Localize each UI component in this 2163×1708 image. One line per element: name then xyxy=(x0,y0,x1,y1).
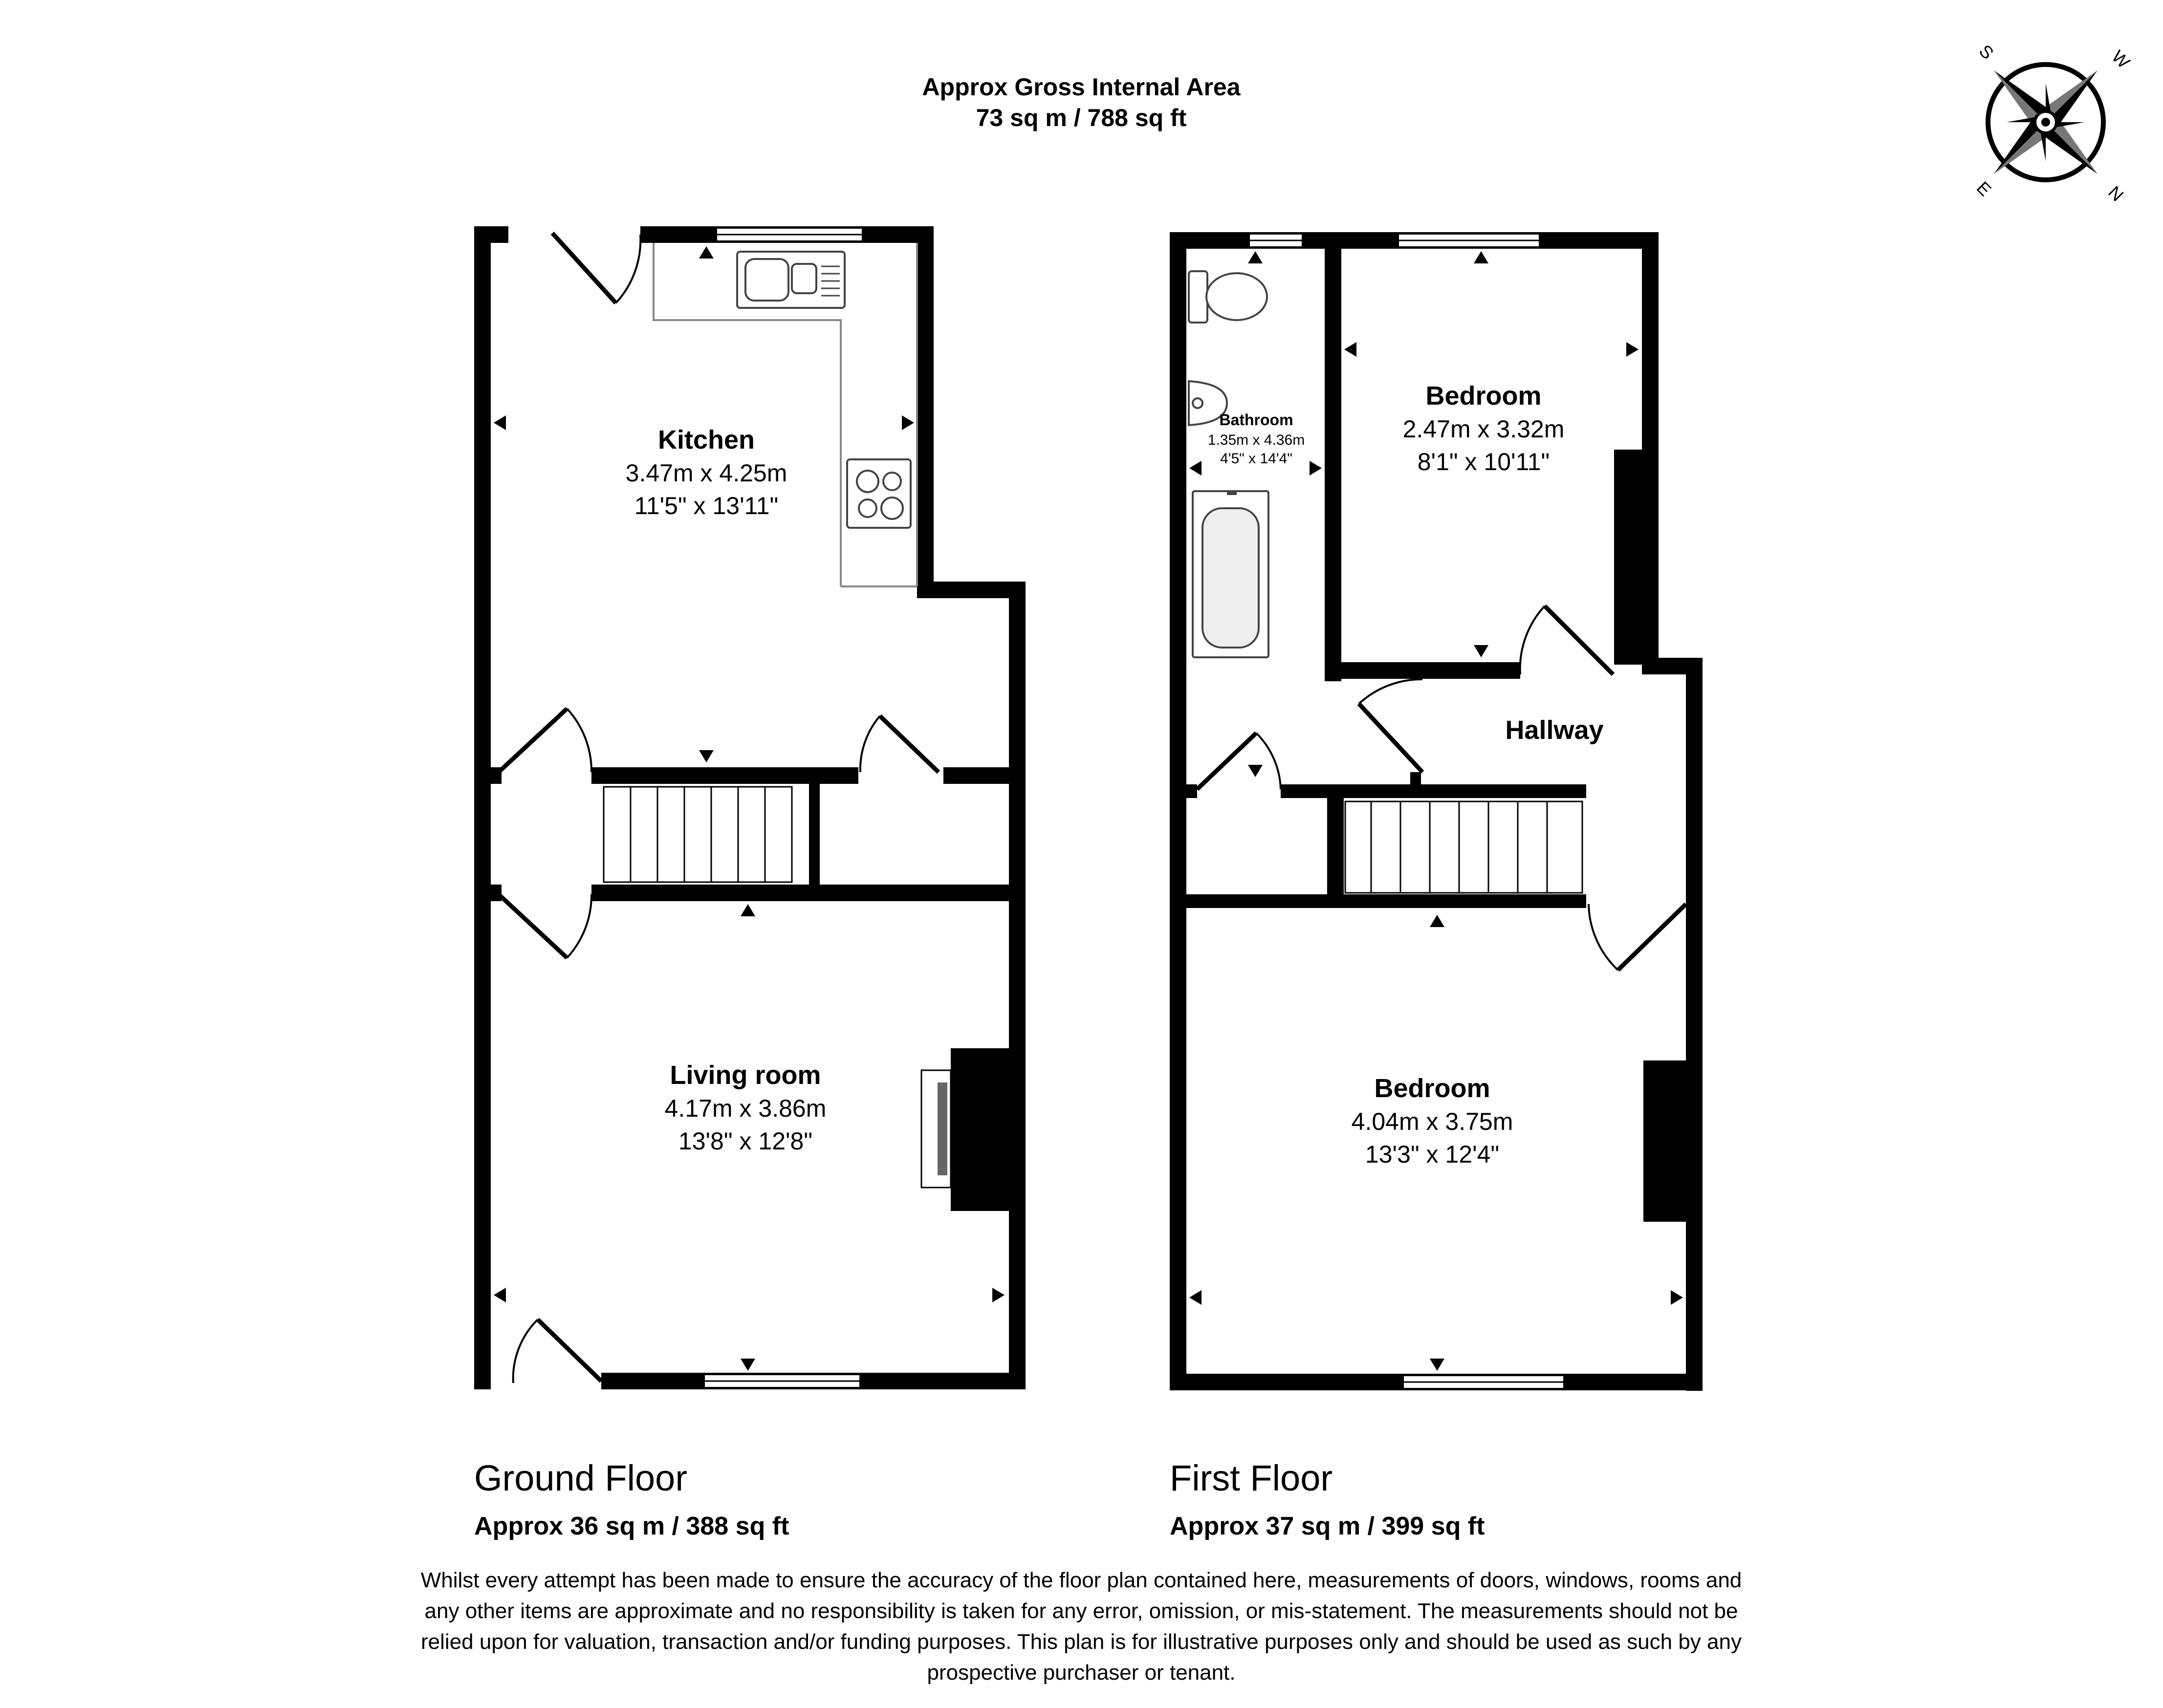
room-label-living-room xyxy=(665,1060,827,1155)
room-size-metric: 3.47m x 4.25m xyxy=(625,459,787,487)
compass-label-n: N xyxy=(2104,182,2128,205)
room-size-metric: 1.35m x 4.36m xyxy=(1207,432,1305,448)
disclaimer-line: any other items are approximate and no responsibility is taken for any error, omission, or mis-statement. The measurements should not be xyxy=(424,1599,1738,1623)
room-label-kitchen xyxy=(626,425,787,519)
room-label-bathroom xyxy=(1208,411,1305,467)
compass-label-s: S xyxy=(1975,41,1998,64)
first-floor-area: Approx 37 sq m / 399 sq ft xyxy=(1170,1512,1485,1540)
header-title: Approx Gross Internal Area xyxy=(922,73,1241,101)
room-size-imperial: 13'3" x 12'4" xyxy=(1365,1141,1500,1168)
room-name: Bedroom xyxy=(1374,1074,1490,1103)
room-size-imperial: 11'5" x 13'11" xyxy=(634,492,779,519)
disclaimer-line: prospective purchaser or tenant. xyxy=(927,1661,1236,1685)
room-label-bedroom-small xyxy=(1403,381,1565,476)
room-size-imperial: 4'5" x 14'4" xyxy=(1220,451,1292,467)
room-name: Kitchen xyxy=(657,425,755,454)
compass-label-e: E xyxy=(1972,177,1995,200)
room-size-metric: 4.04m x 3.75m xyxy=(1351,1108,1513,1135)
ground-floor-plan xyxy=(474,226,1026,1389)
disclaimer xyxy=(421,1568,1742,1685)
disclaimer-line: relied upon for valuation, transaction and/or funding purposes. This plan is for illustrative purposes only and should be used as such by any xyxy=(421,1630,1742,1654)
room-name: Bathroom xyxy=(1219,411,1293,429)
ground-floor-label: Ground Floor xyxy=(474,1458,687,1498)
room-size-imperial: 8'1" x 10'11" xyxy=(1417,448,1550,476)
room-name: Hallway xyxy=(1505,715,1604,745)
header-subtitle: 73 sq m / 788 sq ft xyxy=(976,104,1187,131)
room-size-imperial: 13'8" x 12'8" xyxy=(678,1127,813,1155)
compass-icon xyxy=(1942,19,2149,226)
room-name: Living room xyxy=(670,1060,821,1090)
first-floor-label: First Floor xyxy=(1170,1458,1333,1498)
room-name: Bedroom xyxy=(1425,381,1542,411)
room-size-metric: 4.17m x 3.86m xyxy=(664,1095,827,1122)
room-size-metric: 2.47m x 3.32m xyxy=(1402,415,1565,443)
disclaimer-line: Whilst every attempt has been made to ensure the accuracy of the floor plan contained here, measurements of doors, windows, rooms and xyxy=(420,1568,1742,1592)
compass-label-w: W xyxy=(2108,46,2134,72)
ground-floor-area: Approx 36 sq m / 388 sq ft xyxy=(474,1512,789,1540)
room-label-hallway xyxy=(1505,715,1603,745)
room-label-bedroom-large xyxy=(1352,1074,1513,1168)
